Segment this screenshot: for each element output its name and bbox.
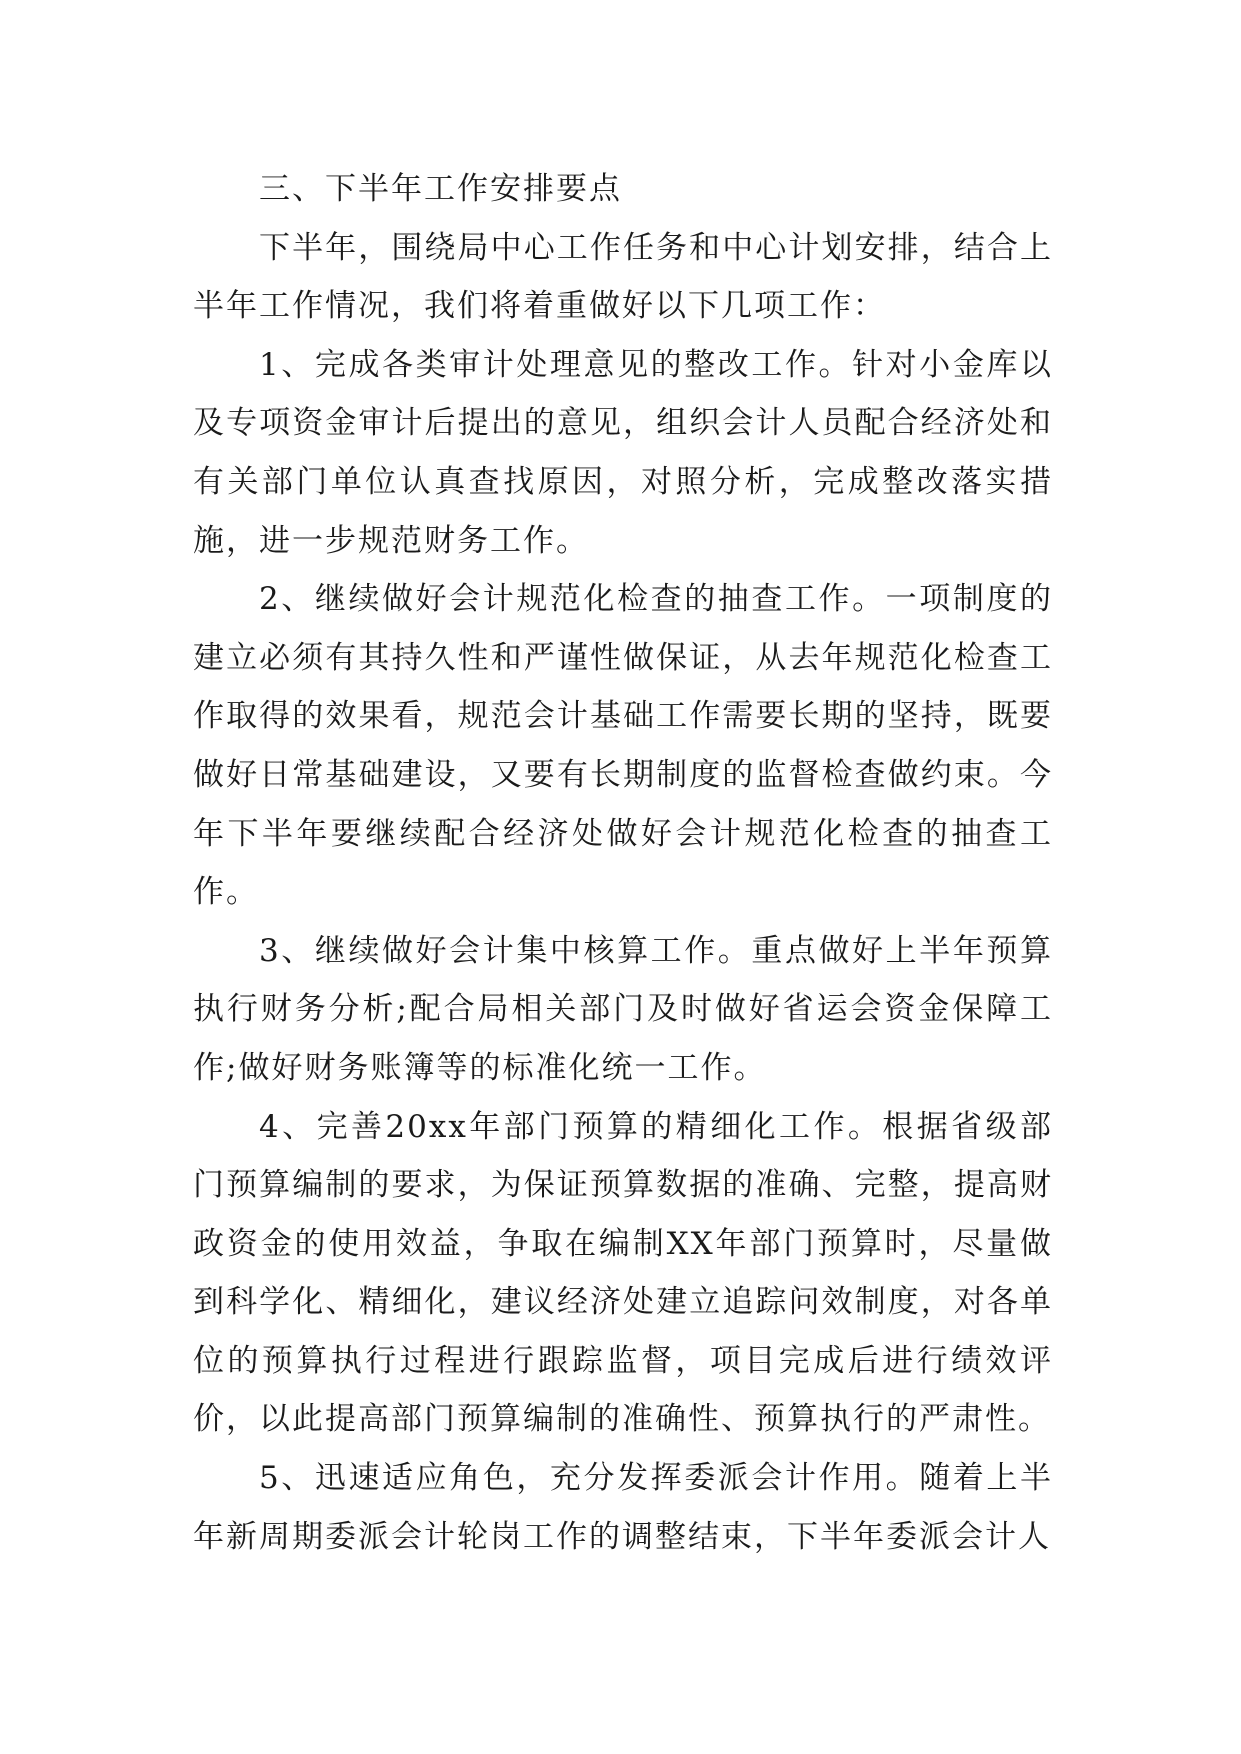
section-heading: 三、下半年工作安排要点 <box>259 171 622 207</box>
intro-paragraph: 下半年，围绕局中心工作任务和中心计划安排，结合上半年工作情况，我们将着重做好以下几项工作： <box>193 229 1053 325</box>
document-body <box>193 160 1053 1566</box>
item-2-paragraph: 2、继续做好会计规范化检查的抽查工作。一项制度的建立必须有其持久性和严谨性做保证，从去年规范化检查工作取得的效果看，规范会计基础工作需要长期的坚持，既要做好日常基础建设，又要有长期制度的监督检查做约束。今年下半年要继续配合经济处做好会计规范化检查的抽查工作。 <box>193 581 1053 911</box>
item-4-paragraph: 4、完善20xx年部门预算的精细化工作。根据省级部门预算编制的要求，为保证预算数据的准确、完整，提高财政资金的使用效益，争取在编制XX年部门预算时，尽量做到科学化、精细化，建议经济处建立追踪问效制度，对各单位的预算执行过程进行跟踪监督，项目完成后进行绩效评价，以此提高部门预算编制的准确性、预算执行的严肃性。 <box>193 1108 1053 1438</box>
item-1-paragraph: 1、完成各类审计处理意见的整改工作。针对小金库以及专项资金审计后提出的意见，组织会计人员配合经济处和有关部门单位认真查找原因，对照分析，完成整改落实措施，进一步规范财务工作。 <box>193 346 1053 559</box>
item-3-paragraph: 3、继续做好会计集中核算工作。重点做好上半年预算执行财务分析;配合局相关部门及时做好省运会资金保障工作;做好财务账簿等的标准化统一工作。 <box>193 932 1053 1086</box>
item-5-paragraph: 5、迅速适应角色，充分发挥委派会计作用。随着上半年新周期委派会计轮岗工作的调整结束，下半年委派会计人 <box>193 1460 1053 1555</box>
